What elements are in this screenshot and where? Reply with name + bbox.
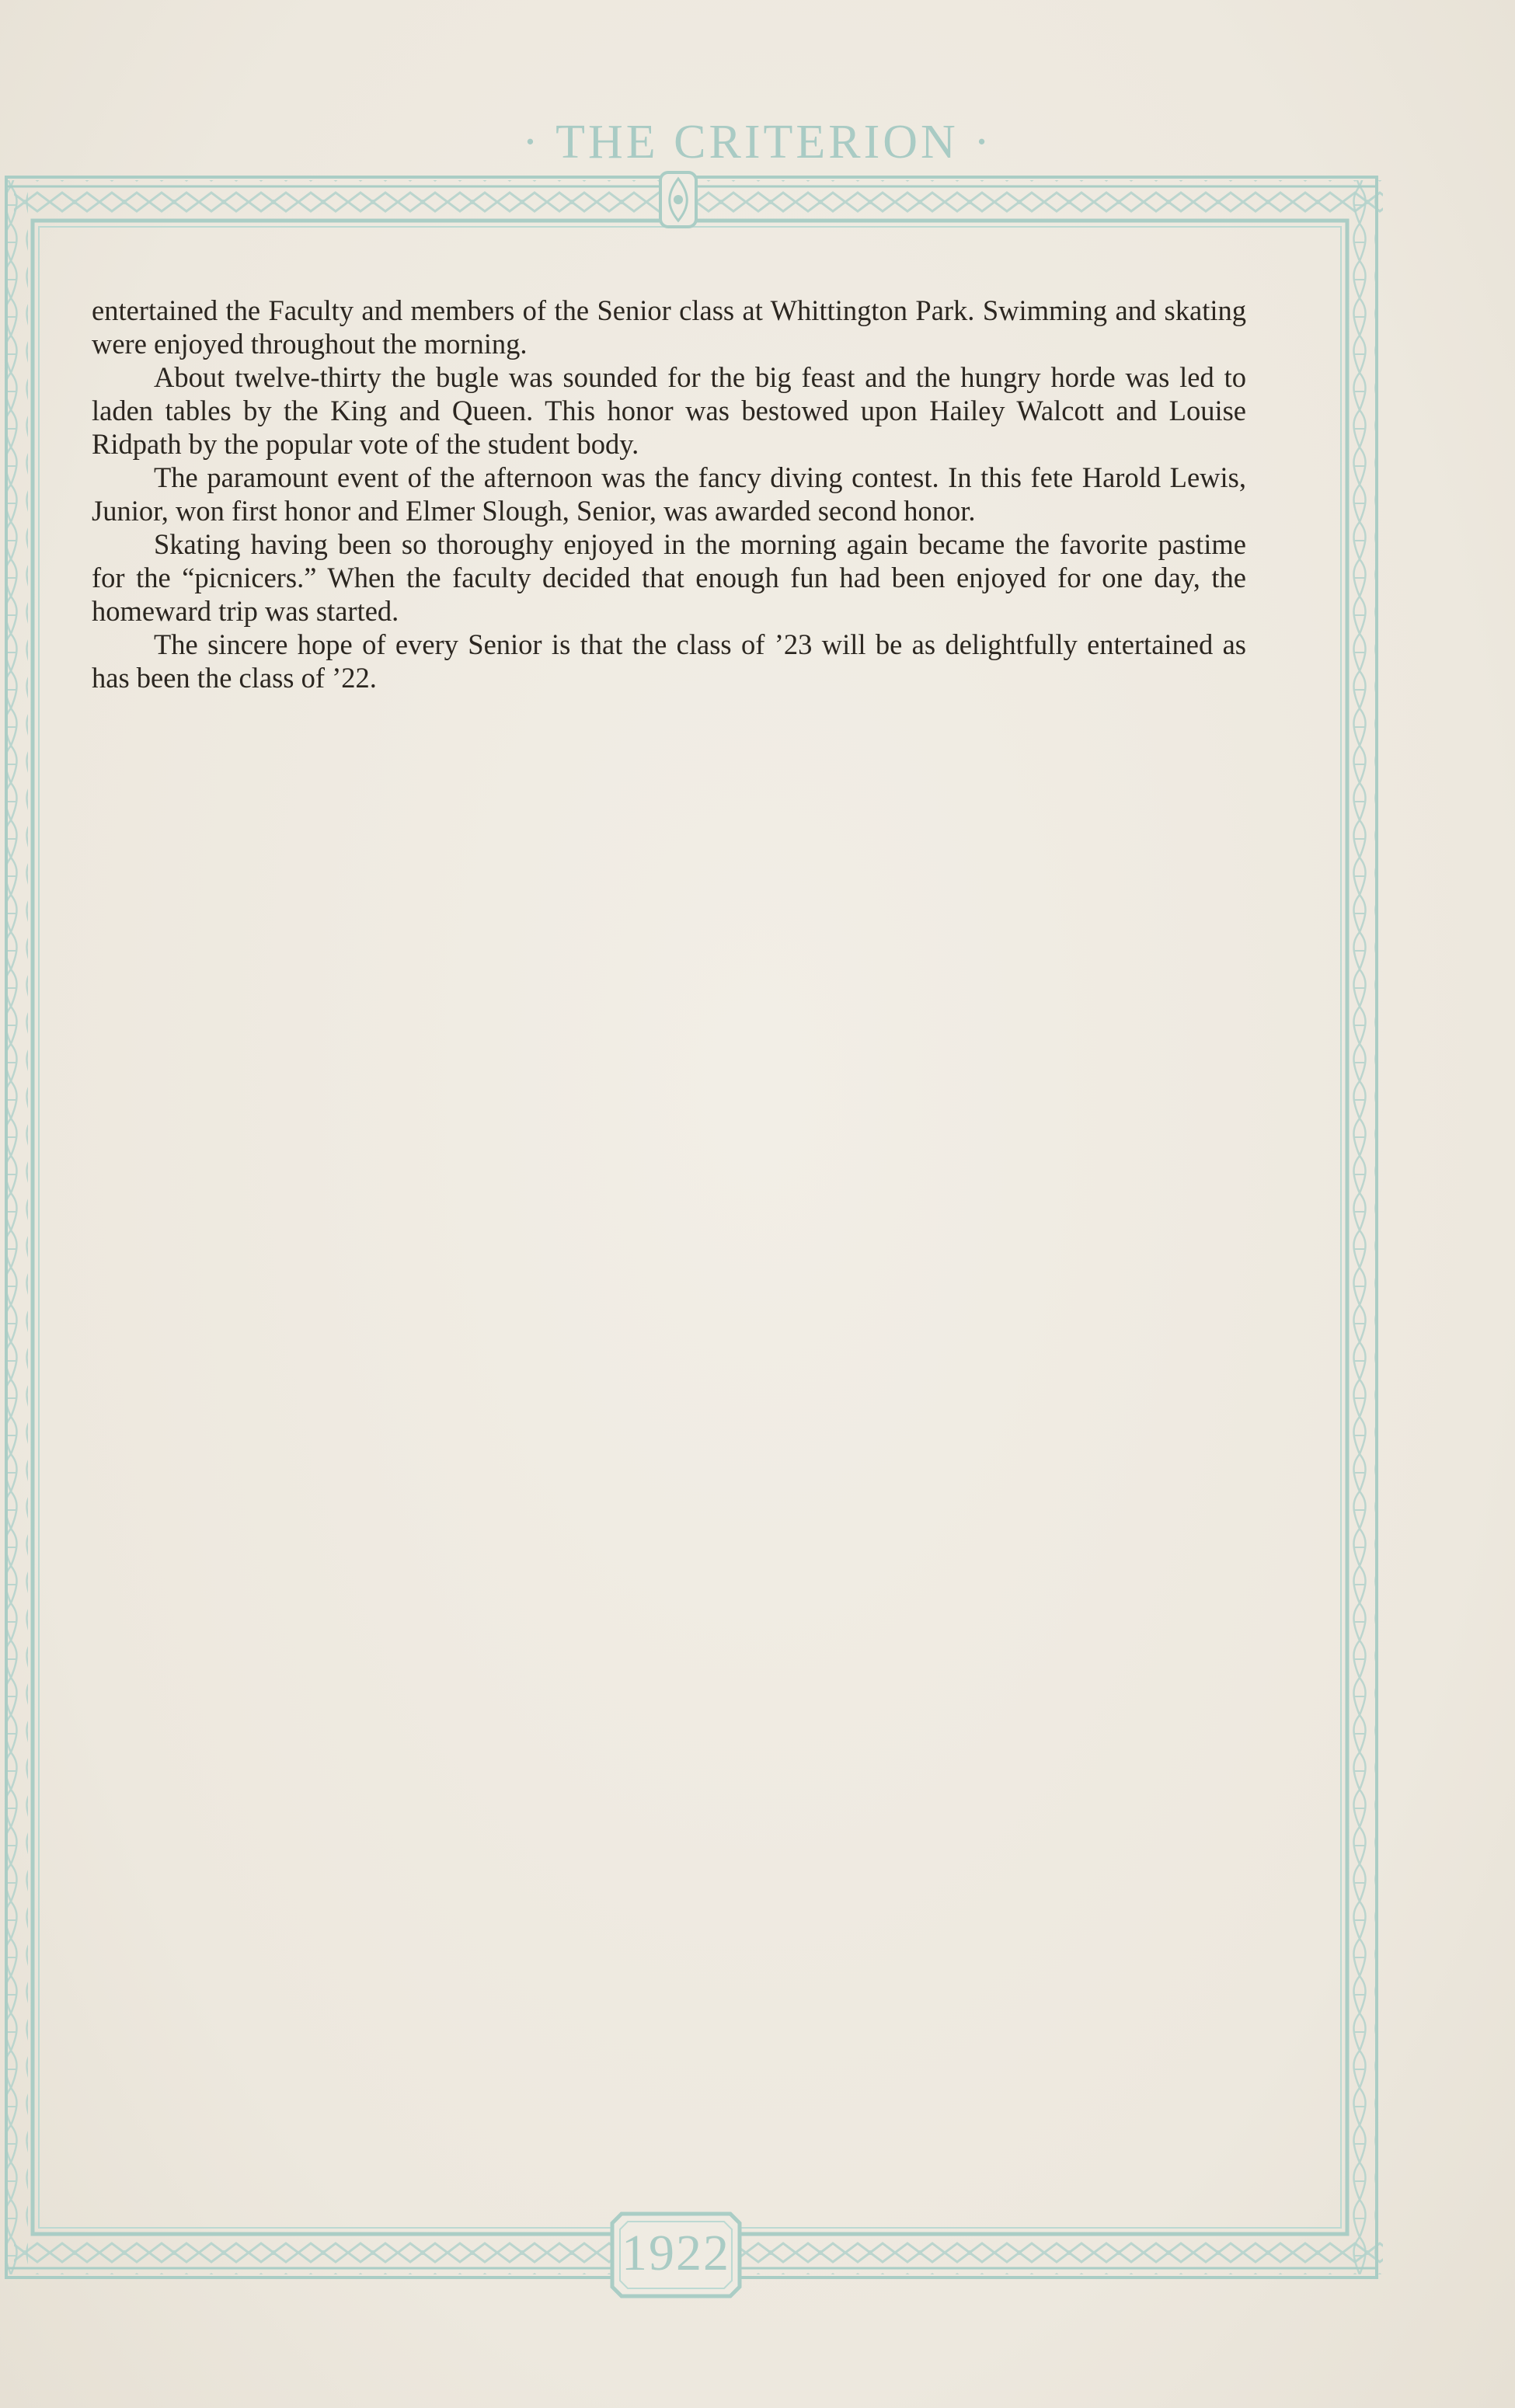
running-head: · THE CRITERION · (522, 116, 993, 169)
paragraph-3: The paramount event of the afternoon was the fancy diving contest. In this fete Harold Lewis, Junior, won first honor and Elmer Slough, Senior, was awarded second honor. (92, 461, 1246, 527)
footer-year: 1922 (622, 2225, 730, 2281)
paragraph-4: Skating having been so thoroughy enjoyed in the morning again became the favorite pastime for the “picnicers.” When the faculty decided that enough fun had been enjoyed for one day, the homeward trip was started. (92, 528, 1246, 627)
paragraph-5: The sincere hope of every Senior is that the class of ’23 will be as delightfully entertained as has been the class of ’22. (92, 628, 1246, 694)
paragraph-2: About twelve-thirty the bugle was sounded for the big feast and the hungry horde was led to laden tables by the King and Queen. This honor was bestowed upon Hailey Walcott and Louise Ridpath by the popular vote of the student body. (92, 361, 1246, 460)
article-body (92, 294, 1246, 694)
paragraph-1: entertained the Faculty and members of the Senior class at Whittington Park. Swimming and skating were enjoyed throughout the morning. (92, 294, 1246, 360)
top-medallion-ornament (660, 172, 696, 227)
